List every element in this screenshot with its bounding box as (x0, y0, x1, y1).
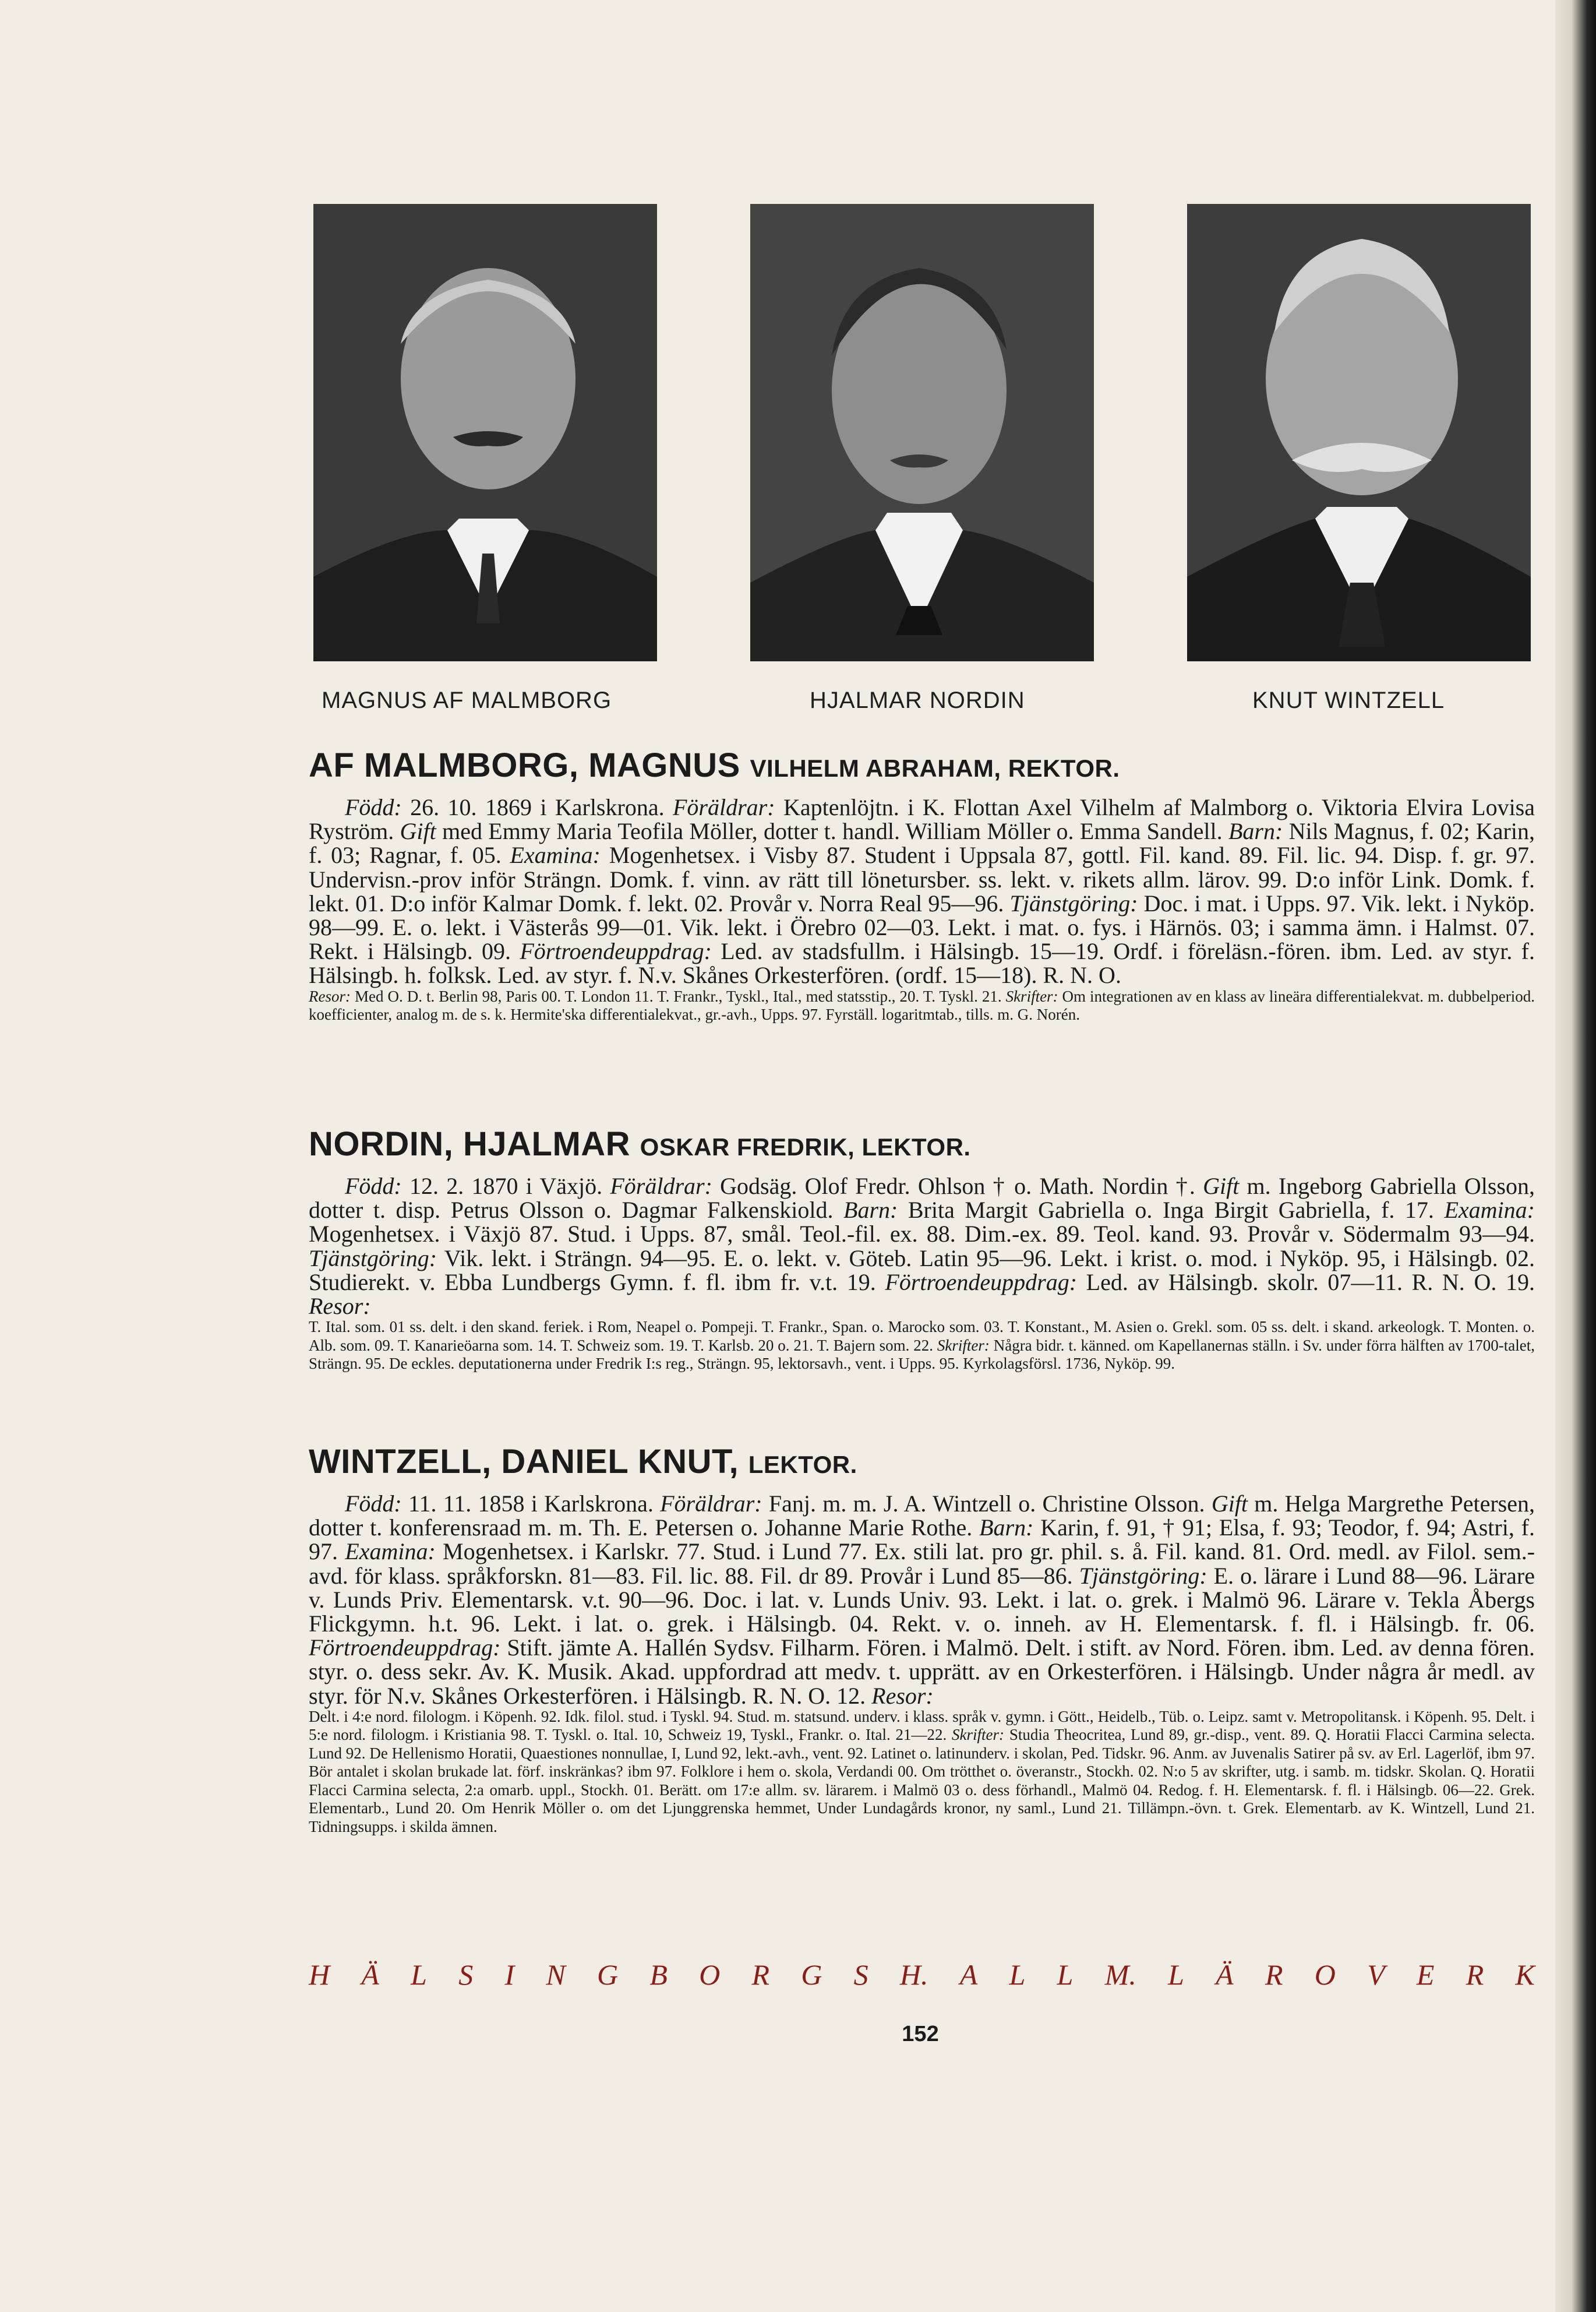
field-label: Tjänstgöring: (309, 1245, 437, 1271)
entry-small-print (309, 1708, 1535, 1837)
footer-letter: L (1009, 1958, 1026, 1991)
portrait-caption-nordin: HJALMAR NORDIN (810, 688, 1025, 713)
field-label: Skrifter: (1005, 987, 1058, 1005)
page-number: 152 (902, 2022, 939, 2046)
portrait-image (750, 204, 1094, 661)
field-label: Barn: (843, 1197, 898, 1224)
field-label: Förtroendeuppdrag: (520, 938, 712, 965)
entry-surname: WINTZELL, DANIEL KNUT, (309, 1443, 739, 1481)
footer-letter: G (596, 1958, 619, 1991)
entry-title: OSKAR FREDRIK, LEKTOR. (640, 1133, 971, 1161)
entry-heading (309, 1125, 1535, 1164)
portrait-caption-malmborg: MAGNUS AF MALMBORG (322, 688, 612, 713)
field-label: Resor: (309, 987, 351, 1005)
entry-heading (309, 746, 1535, 785)
field-label: Förtroendeuppdrag: (885, 1268, 1078, 1295)
biography-entry-wintzell (309, 1442, 1535, 1836)
entry-body (309, 795, 1535, 988)
field-label: Skrifter: (937, 1336, 990, 1354)
field-text: Led. av Hälsingb. skolr. 07—11. R. N. O. 19. (1077, 1268, 1535, 1295)
footer-letter: R (1466, 1958, 1484, 1991)
field-label: Skrifter: (952, 1726, 1005, 1744)
field-text: 12. 2. 1870 i Växjö. (401, 1173, 610, 1199)
field-label: Föräldrar: (672, 794, 775, 820)
footer-letter: H. (899, 1958, 928, 1991)
field-text: Led. av stadsfullm. i Hälsingb. 15—19. Ordf. i föreläsn.-fören. ibm. Led. av styr. f. Hälsingb. h. folksk. Led. av styr. f. N.v. Skånes Orkesterfören. (ordf. 15—18). R. N. O. (309, 938, 1535, 989)
school-name-footer (309, 1958, 1535, 1992)
field-text: m. Ingeborg Gabriella Olsson, dotter t. disp. Petrus Olsson o. Dagmar Falkenskiold. (309, 1173, 1535, 1224)
portrait-row (313, 204, 1531, 658)
field-label: Resor: (309, 1293, 371, 1320)
field-text: T. Ital. som. 01 ss. delt. i den skand. feriek. i Rom, Neapel o. Pompeji. T. Frankr., Span. o. Marocko som. 03. T. Konstant., M. Asien o. Grekl. som. 05 ss. delt. i skand. arkeologk. T. Monten. o. Alb. som. 09. T. Kanarieöarna som. 14. T. Schweiz som. 19. T. Karlsb. 20 o. 21. T. Bajern som. 22. (309, 1318, 1535, 1354)
portrait-image (1187, 204, 1531, 661)
portrait-photo-nordin (750, 204, 1094, 661)
footer-letter: L (1057, 1958, 1074, 1991)
field-text: Nils Magnus, f. 02; Karin, f. 03; Ragnar, f. 05. (309, 818, 1535, 869)
footer-letter: I (504, 1958, 515, 1991)
footer-letter: O (1314, 1958, 1336, 1991)
footer-letter: Ä (1216, 1958, 1234, 1991)
field-text: Mogenhetsex. i Visby 87. Student i Uppsala 87, gottl. Fil. kand. 89. Fil. lic. 94. Disp. f. gr. 97. Undervisn.-prov inför Strängn. Domk. f. vinn. av rätt till lönetursber. ss. lekt. v. rikets allm. lärov. 99. D:o inför Link. Domk. f. lekt. 01. D:o inför Kalmar Domk. f. lekt. 02. Provår v. Norra Real 95—96. (309, 842, 1535, 917)
footer-letter: B (649, 1958, 668, 1991)
field-text: m. Helga Margrethe Petersen, dotter t. konferensraad m. m. Th. E. Petersen o. Johanne Marie Rothe. (309, 1490, 1535, 1541)
biography-entry-nordin (309, 1125, 1535, 1373)
field-text: Godsäg. Olof Fredr. Ohlson † o. Math. Nordin †. (712, 1173, 1203, 1199)
field-text: 11. 11. 1858 i Karlskrona. (401, 1490, 661, 1517)
entry-title: LEKTOR. (748, 1451, 857, 1478)
footer-letter: O (699, 1958, 721, 1991)
book-spine-shadow (1555, 0, 1596, 2312)
field-text: Några bidr. t. känned. om Kapellanernas ställn. i Sv. under förra hälften av 1700-talet, Strängn. 95. De eckles. deputationerna under Fredrik I:s reg., Strängn. 95, lektorsavh., vent. i Upps. 95. Kyrkolagsförsl. 1736, Nyköp. 99. (309, 1336, 1535, 1373)
field-label: Tjänstgöring: (1009, 890, 1138, 917)
footer-letter: Ä (361, 1958, 379, 1991)
field-label: Förtroendeuppdrag: (309, 1634, 501, 1661)
footer-letter: G (801, 1958, 822, 1991)
entry-body (309, 1492, 1535, 1708)
footer-letter: V (1367, 1958, 1385, 1991)
footer-letter: L (411, 1958, 427, 1991)
field-label: Gift (1211, 1490, 1248, 1517)
field-label: Examina: (510, 842, 601, 869)
field-text: 26. 10. 1869 i Karlskrona. (401, 794, 673, 820)
footer-letter: S (458, 1958, 474, 1991)
entry-small-print (309, 1318, 1535, 1373)
biography-entry-malmborg (309, 746, 1535, 1024)
field-label: Föräldrar: (660, 1490, 762, 1517)
field-label: Resor: (871, 1682, 934, 1709)
portrait-photo-malmborg (313, 204, 657, 661)
field-label: Barn: (1228, 818, 1283, 845)
field-text: Studia Theocritea, Lund 89, gr.-disp., vent. 89. Q. Horatii Flacci Carmina selecta. Lund 92. De Hellenismo Horatii, Quaestiones nonnullae, I, Lund 92, lekt.-avh., vent. 92. Latinet o. latinunderv. i skolan, Ped. Tidskr. 96. Anm. av Juvenalis Satirer på sv. av Erl. Lagerlöf, ibm 97. Bör antalet i skolan brukade lat. förf. inskränkas? ibm 97. Folklore i hem o. skola, Verdandi 00. Om trötthet o. överanstr., Stockh. 02. N:o 5 av skrifter, utg. i samb. m. tidskr. Skolan. Q. Horatii Flacci Carmina selecta, 2:a omarb. uppl., Stockh. 01. Berätt. om 17:e allm. sv. lärarem. i Malmö 03 o. dess förhandl., Malmö 04. Redog. f. H. Elementarsk. f. fl. i Hälsingb. 06—22. Grek. Elementarb., Lund 20. Om Henrik Möller o. om det Ljunggrenska hemmet, Under Lundagårds kronor, ny saml., Lund 21. Tillämpn.-övn. t. Grek. Elementarb. av K. Wintzell, Lund 21. Tidningsupps. i skilda ämnen. (309, 1726, 1535, 1835)
entry-heading (309, 1442, 1535, 1481)
field-text: Stift. jämte A. Hallén Sydsv. Filharm. Fören. i Malmö. Delt. i stift. av Nord. Fören. ibm. Led. av denna fören. styr. o. dess sekr. Av. K. Musik. Akad. uppfordrad att medv. t. upprätt. av en Orkesterfören. i Hälsingb. Under några år medl. av styr. för N.v. Skånes Orkesterfören. i Hälsingb. R. N. O. 12. (309, 1634, 1535, 1709)
entry-title: VILHELM ABRAHAM, REKTOR. (750, 755, 1120, 782)
field-text: Med O. D. t. Berlin 98, Paris 00. T. London 11. T. Frankr., Tyskl., Ital., med statsstip., 20. T. Tyskl. 21. (350, 987, 1006, 1005)
field-text: Om integrationen av en klass av lineära differentialekvat. m. dubbelperiod. koefficienter, analog m. de s. k. Hermite'ska differentialekvat., gr.-avh., Upps. 97. Fyrställ. logaritmtab., tills. m. G. Norén. (309, 987, 1535, 1024)
entry-body (309, 1174, 1535, 1318)
footer-letter: A (959, 1958, 978, 1991)
portrait-image (313, 204, 657, 661)
field-label: Föräldrar: (610, 1173, 712, 1199)
field-text: E. o. lärare i Lund 88—96. Lärare v. Lunds Priv. Elementarsk. v.t. 90—96. Doc. i lat. v. Lunds Univ. 93. Lekt. i lat. o. grek. i Malmö 96. Lärare v. Tekla Åbergs Flickgymn. h.t. 96. Lekt. i lat. o. grek. i Hälsingb. 04. Rekt. v. o. inneh. av H. Elementarsk. f. fl. i Hälsingb. fr. 06. (309, 1562, 1535, 1637)
field-label: Född: (345, 794, 402, 820)
field-text: Mogenhetsex. i Karlskr. 77. Stud. i Lund 77. Ex. stili lat. pro gr. phil. s. å. Fil. kand. 81. Ord. medl. av Filol. sem.-avd. för klass. språkforskn. 81—83. Fil. lic. 88. Fil. dr 89. Provår i Lund 85—86. (309, 1538, 1535, 1589)
footer-letter: R (1265, 1958, 1283, 1991)
field-text: Karin, f. 91, † 91; Elsa, f. 93; Teodor, f. 94; Astri, f. 97. (309, 1514, 1535, 1565)
footer-letter: H (309, 1958, 330, 1991)
field-label: Tjänstgöring: (1079, 1562, 1207, 1589)
field-text: Doc. i mat. i Upps. 97. Vik. lekt. i Nyköp. 98—99. E. o. lekt. i Västerås 99—01. Vik. lekt. i Örebro 02—03. Lekt. i mat. o. fys. i Härnös. 03; i samma ämn. i Halmst. 07. Rekt. i Hälsingb. 09. (309, 890, 1535, 965)
portrait-photo-wintzell (1187, 204, 1531, 661)
portrait-caption-wintzell: KNUT WINTZELL (1252, 688, 1445, 713)
footer-letter: L (1168, 1958, 1184, 1991)
field-text: med Emmy Maria Teofila Möller, dotter t. handl. William Möller o. Emma Sandell. (436, 818, 1228, 845)
field-text: Brita Margit Gabriella o. Inga Birgit Gabriella, f. 17. (898, 1197, 1445, 1224)
footer-letter: M. (1104, 1958, 1136, 1991)
field-text: Fanj. m. m. J. A. Wintzell o. Christine Olsson. (762, 1490, 1212, 1517)
field-label: Född: (345, 1173, 402, 1199)
field-label: Född: (345, 1490, 402, 1517)
field-text: Vik. lekt. i Strängn. 94—95. E. o. lekt. v. Göteb. Latin 95—96. Lekt. i krist. o. mod. i Nyköp. 95, i Hälsingb. 02. Studierekt. v. Ebba Lundbergs Gymn. f. fl. ibm fr. v.t. 19. (309, 1245, 1535, 1295)
footer-letter: S (853, 1958, 868, 1991)
field-label: Gift (1203, 1173, 1240, 1199)
footer-letter: R (751, 1958, 770, 1991)
field-text: Kaptenlöjtn. i K. Flottan Axel Vilhelm af Malmborg o. Viktoria Elvira Lovisa Ryström. (309, 794, 1535, 845)
footer-letter: E (1416, 1958, 1435, 1991)
field-text: Delt. i 4:e nord. filologm. i Köpenh. 92. Idk. filol. stud. i Tyskl. 94. Stud. m. statsund. underv. i klass. språk v. gymn. i Gött., Heidelb., Tüb. o. Leipz. samt v. Metropolitansk. i Köpenh. 95. Delt. i 5:e nord. filologm. i Kristiania 98. T. Tyskl. o. Ital. 10, Schweiz 19, Tyskl., Frankr. o. Ital. 21—22. (309, 1707, 1535, 1744)
entry-surname: NORDIN, HJALMAR (309, 1125, 631, 1163)
entry-surname: AF MALMBORG, MAGNUS (309, 746, 740, 784)
field-label: Examina: (345, 1538, 436, 1565)
field-label: Examina: (1444, 1197, 1535, 1224)
field-label: Gift (400, 818, 436, 845)
entry-small-print (309, 988, 1535, 1024)
field-text: Mogenhetsex. i Växjö 87. Stud. i Upps. 87, smål. Teol.-fil. ex. 88. Dim.-ex. 89. Teol. kand. 93. Provår v. Södermalm 93—94. (309, 1221, 1535, 1247)
footer-letter: K (1515, 1958, 1535, 1991)
footer-letter: N (546, 1958, 566, 1991)
field-label: Barn: (979, 1514, 1034, 1541)
